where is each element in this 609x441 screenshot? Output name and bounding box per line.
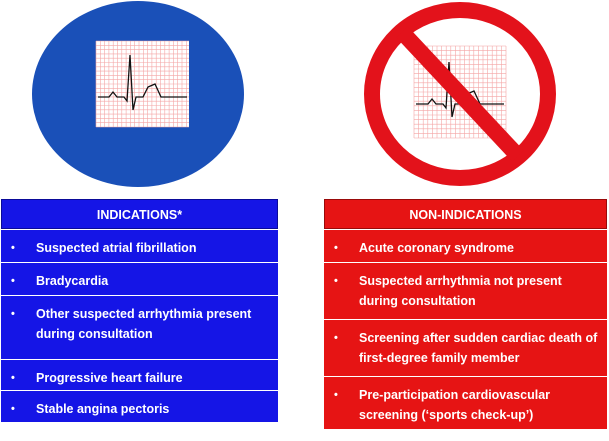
bullet-icon: •: [334, 332, 338, 344]
indications-symbol: [31, 0, 245, 188]
list-item-label: Screening after sudden cardiac death of first-degree family member: [359, 331, 598, 365]
bullet-icon: •: [11, 242, 15, 254]
list-item-label: Suspected atrial fibrillation: [36, 241, 197, 255]
list-item-label: Other suspected arrhythmia present during consultation: [36, 307, 252, 341]
ecg-strip-icon: [31, 0, 245, 188]
list-item-label: Suspected arrhythmia not present during consultation: [359, 274, 562, 308]
non-indications-header: NON-INDICATIONS: [324, 199, 607, 229]
list-item: [1, 390, 278, 422]
list-item-label: Progressive heart failure: [36, 371, 183, 385]
non-indications-symbol: [362, 0, 558, 188]
list-item: [1, 262, 278, 295]
list-item: [1, 295, 278, 359]
bullet-icon: •: [11, 275, 15, 287]
bullet-icon: •: [11, 308, 15, 320]
indications-header: INDICATIONS*: [1, 199, 278, 229]
list-item: [1, 359, 278, 390]
no-symbol-icon: [362, 0, 558, 188]
list-item-label: Acute coronary syndrome: [359, 241, 514, 255]
list-item: [324, 376, 607, 429]
list-item: [324, 262, 607, 319]
bullet-icon: •: [334, 242, 338, 254]
list-item-label: Pre-participation cardiovascular screening (‘sports check-up’): [359, 388, 551, 422]
list-item-label: Stable angina pectoris: [36, 402, 170, 416]
list-item-label: Bradycardia: [36, 274, 109, 288]
list-item: [324, 229, 607, 262]
bullet-icon: •: [11, 403, 15, 415]
non-indications-panel: [324, 199, 607, 440]
bullet-icon: •: [334, 389, 338, 401]
list-item: [1, 229, 278, 262]
indications-panel: [1, 199, 278, 440]
list-item: [324, 319, 607, 376]
bullet-icon: •: [11, 372, 15, 384]
bullet-icon: •: [334, 275, 338, 287]
